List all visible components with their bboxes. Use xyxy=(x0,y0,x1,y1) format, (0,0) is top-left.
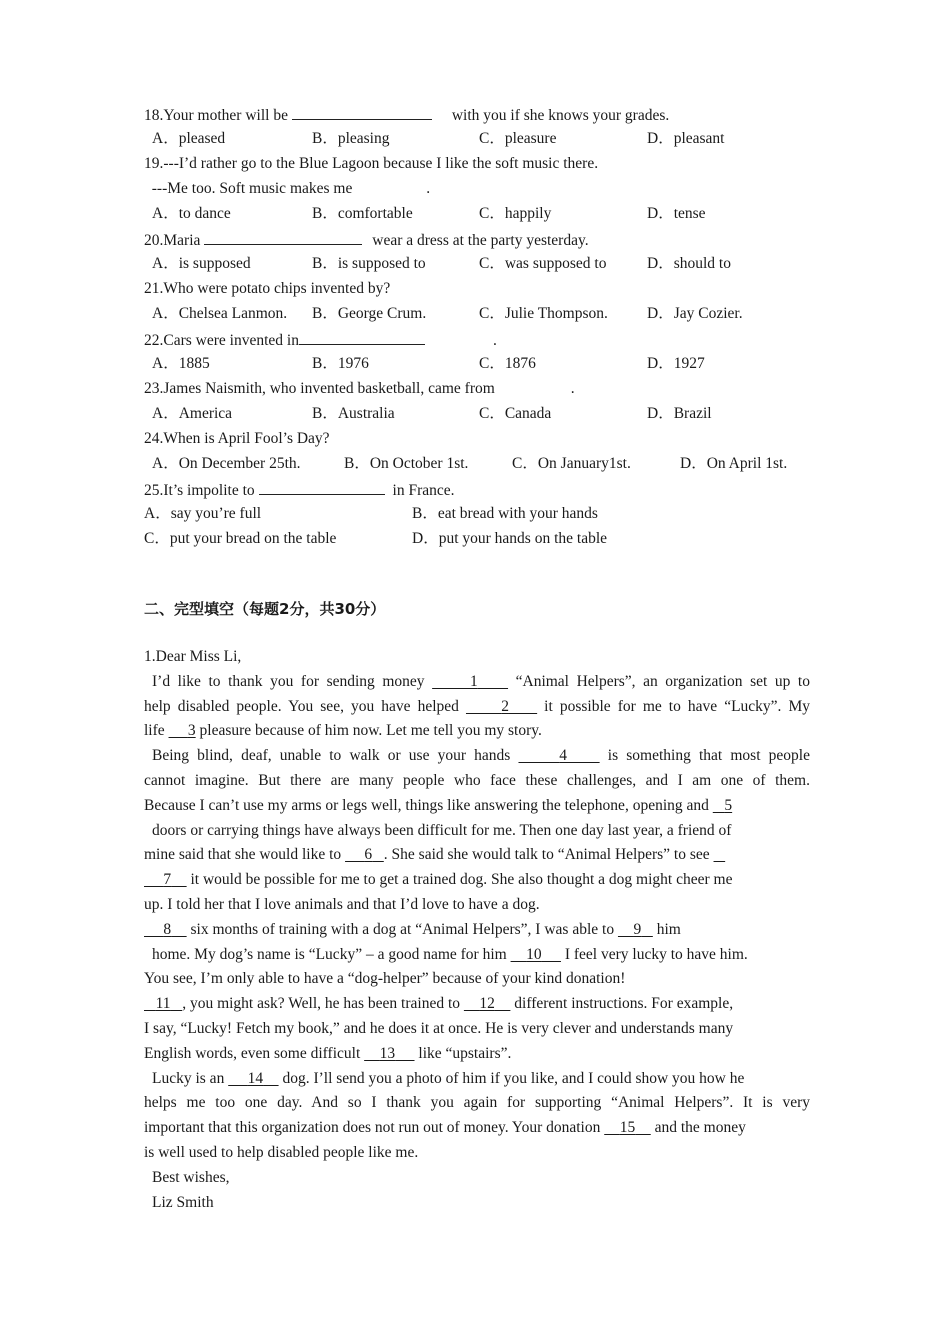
passage-line: help disabled people. You see, you have helped 2 it possible for me to have “Lucky”. My xyxy=(144,697,811,715)
question-25-stem xyxy=(144,479,455,501)
blank-3[interactable]: 3 xyxy=(187,722,196,740)
passage-line: is well used to help disabled people like me. xyxy=(144,1143,419,1161)
q21-option-b[interactable]: B．George Crum. xyxy=(312,305,427,322)
q25-text-before: 25.It’s impolite to xyxy=(144,482,259,499)
passage-line: English words, even some difficult 13 like “upstairs”. xyxy=(144,1044,512,1062)
blank-14[interactable]: 14 xyxy=(247,1069,264,1087)
q19-option-b[interactable]: B．comfortable xyxy=(312,205,413,222)
passage-line: mine said that she would like to 6 . She said she would talk to “Animal Helpers” to see xyxy=(144,846,714,864)
q23-text-before: 23.James Naismith, who invented basketball, came from xyxy=(144,380,499,397)
passage-line: 8 six months of training with a dog at “Animal Helpers”, I was able to 9 him xyxy=(144,918,810,943)
q20-text-before: 20.Maria xyxy=(144,232,205,249)
passage-line: Because I can’t use my arms or legs well, things like answering the telephone, opening and 5 xyxy=(144,796,733,814)
q20-text-after: wear a dress at the party yesterday. xyxy=(372,232,589,249)
q23-option-b[interactable]: B．Australia xyxy=(312,405,395,422)
greeting: 1.Dear Miss Li, xyxy=(144,648,242,665)
question-20-stem xyxy=(144,229,589,251)
cloze-passage xyxy=(144,645,810,1215)
passage-line: life 3 pleasure because of him now. Let me tell you my story. xyxy=(144,722,542,740)
q18-text-before: 18.Your mother will be xyxy=(144,107,292,124)
q19-option-a[interactable]: A．to dance xyxy=(152,205,231,222)
passage-line: home. My dog’s name is “Lucky” – a good name for him 10 I feel very lucky to have him. xyxy=(152,945,748,963)
q18-option-b[interactable]: B．pleasing xyxy=(312,130,390,147)
blank-12[interactable]: 12 xyxy=(479,995,495,1013)
blank-11[interactable]: 11 xyxy=(155,995,171,1013)
answer-blank[interactable] xyxy=(292,104,432,120)
q25-option-a[interactable]: A．say you’re full xyxy=(144,505,262,522)
passage-line: Being blind, deaf, unable to walk or use your hands 4 is something that most people xyxy=(152,747,810,765)
blank-6[interactable]: 6 xyxy=(364,846,373,864)
answer-blank[interactable] xyxy=(259,479,385,495)
q22-option-b[interactable]: B．1976 xyxy=(312,355,369,372)
blank-7[interactable]: 7 xyxy=(163,871,172,889)
blank-1[interactable]: 1 xyxy=(470,672,478,690)
q21-option-c[interactable]: C．Julie Thompson. xyxy=(479,305,608,322)
q19-text-before: ---Me too. Soft music makes me xyxy=(144,180,357,197)
q18-option-a[interactable]: A．pleased xyxy=(152,130,226,147)
question-23-stem xyxy=(144,379,575,399)
passage-line: helps me too one day. And so I thank you again for supporting “Animal Helpers”. It is very xyxy=(144,1094,810,1112)
blank-10[interactable]: 10 xyxy=(526,945,542,963)
q22-text-after: . xyxy=(492,332,497,349)
answer-blank[interactable] xyxy=(299,329,425,345)
passage-line: 7 it would be possible for me to get a trained dog. She also thought a dog might cheer me xyxy=(144,868,810,893)
question-19-stem: 19.---I’d rather go to the Blue Lagoon because I like the soft music there. xyxy=(144,155,599,172)
q23-option-d[interactable]: D．Brazil xyxy=(647,405,712,422)
q20-option-c[interactable]: C．was supposed to xyxy=(479,255,607,272)
q24-option-c[interactable]: C．On January1st. xyxy=(512,455,631,472)
q20-option-a[interactable]: A．is supposed xyxy=(152,255,251,272)
q20-option-b[interactable]: B．is supposed to xyxy=(312,255,426,272)
passage-line: doors or carrying things have always been difficult for me. Then one day last year, a friend of xyxy=(152,821,732,839)
passage-line: Lucky is an 14 dog. I’ll send you a photo of him if you like, and I could show you how he xyxy=(152,1069,745,1087)
question-18-stem xyxy=(144,104,669,126)
blank-4[interactable]: 4 xyxy=(559,747,567,765)
q25-option-d[interactable]: D．put your hands on the table xyxy=(412,530,608,547)
passage-line: important that this organization does not run out of money. Your donation 15 and the money xyxy=(144,1119,746,1137)
q22-text-before: 22.Cars were invented in xyxy=(144,332,299,349)
q19-option-d[interactable]: D．tense xyxy=(647,205,706,222)
passage-line: You see, I’m only able to have a “dog-helper” because of your kind donation! xyxy=(144,970,626,988)
q18-text-after: with you if she knows your grades. xyxy=(451,107,670,124)
passage-line: cannot imagine. But there are many people who face these challenges, and I am one of them. xyxy=(144,771,810,789)
answer-blank[interactable] xyxy=(204,229,362,245)
q24-option-b[interactable]: B．On October 1st. xyxy=(344,455,469,472)
question-21-stem: 21.Who were potato chips invented by? xyxy=(144,280,391,297)
q25-text-after: in France. xyxy=(392,482,455,499)
q23-text-after: . xyxy=(570,380,575,397)
q18-option-c[interactable]: C．pleasure xyxy=(479,130,557,147)
closing: Best wishes, xyxy=(152,1168,230,1186)
q24-option-a[interactable]: A．On December 25th. xyxy=(152,455,301,472)
blank-13[interactable]: 13 xyxy=(379,1044,396,1062)
q25-option-c[interactable]: C．put your bread on the table xyxy=(144,530,337,547)
blank-8[interactable]: 8 xyxy=(163,920,172,938)
q23-option-c[interactable]: C．Canada xyxy=(479,405,552,422)
q19-option-c[interactable]: C．happily xyxy=(479,205,552,222)
q24-option-d[interactable]: D．On April 1st. xyxy=(680,455,788,472)
signature: Liz Smith xyxy=(152,1193,214,1211)
q22-option-d[interactable]: D．1927 xyxy=(647,355,705,372)
question-24-stem: 24.When is April Fool’s Day? xyxy=(144,430,330,447)
q19-text-after: . xyxy=(426,180,431,197)
question-19-reply xyxy=(144,179,430,199)
passage-line: up. I told her that I love animals and that I’d love to have a dog. xyxy=(144,895,540,913)
passage-line: I say, “Lucky! Fetch my book,” and he does it at once. He is very clever and understands many xyxy=(144,1019,734,1037)
blank-5[interactable]: 5 xyxy=(724,796,733,814)
passage-line: I’d like to thank you for sending money 1 “Animal Helpers”, an organization set up to xyxy=(152,672,810,690)
q21-option-a[interactable]: A．Chelsea Lanmon. xyxy=(152,305,288,322)
q22-option-c[interactable]: C．1876 xyxy=(479,355,536,372)
q25-option-b[interactable]: B．eat bread with your hands xyxy=(412,505,598,522)
q21-option-d[interactable]: D．Jay Cozier. xyxy=(647,305,743,322)
q23-option-a[interactable]: A．America xyxy=(152,405,233,422)
section-heading: 二、完型填空（每题2分，共30分） xyxy=(144,600,386,618)
q20-option-d[interactable]: D．should to xyxy=(647,255,731,272)
blank-15[interactable]: 15 xyxy=(619,1119,636,1137)
q22-option-a[interactable]: A．1885 xyxy=(152,355,210,372)
question-22-stem xyxy=(144,329,497,351)
q18-option-d[interactable]: D．pleasant xyxy=(647,130,725,147)
blank-9[interactable]: 9 xyxy=(633,920,642,938)
blank-2[interactable]: 2 xyxy=(501,697,509,715)
passage-line: 11 , you might ask? Well, he has been trained to 12 different instructions. For example, xyxy=(144,992,810,1017)
